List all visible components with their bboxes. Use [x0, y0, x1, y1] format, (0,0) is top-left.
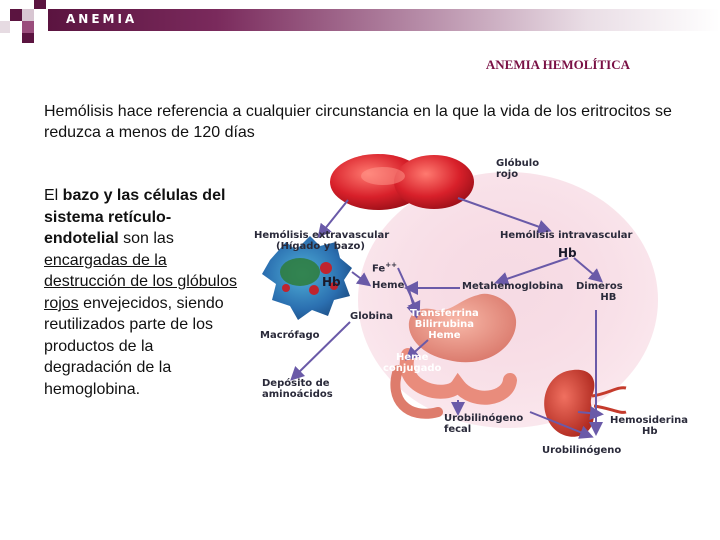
- label-hb-intravascular: Hb: [558, 246, 577, 260]
- label-hb-macrofago: Hb: [322, 275, 341, 289]
- label-hemolisis-intravascular: Hemólisis intravascular: [500, 230, 633, 241]
- header-square-bottom: [22, 33, 34, 43]
- label-urobilinogeno: Urobilinógeno: [542, 445, 622, 456]
- label-fe: Fe++: [372, 261, 397, 275]
- header-square-dark: [10, 9, 22, 21]
- label-dimeros: Dimeros HB: [576, 281, 623, 303]
- header-square-mid: [22, 21, 34, 33]
- label-metahemoglobina: Metahemoglobina: [462, 281, 564, 292]
- label-hemolisis-extravascular: Hemólisis extravascular (Hígado y bazo): [254, 230, 390, 252]
- header-square-small: [0, 21, 10, 33]
- body-paragraph: El bazo y las células del sistema retículo-endotelial son las encargadas de la destrucción de los glóbulos rojos envejecidos, siendo reutilizados parte de los productos de la degradación de la hemoglobina.: [44, 187, 238, 398]
- header-square-dark2: [34, 0, 46, 9]
- label-heme: Heme: [372, 280, 405, 291]
- intro-paragraph: Hemólisis hace referencia a cualquier circunstancia en la que la vida de los eritrocitos se reduzca a menos de 120 días: [44, 103, 672, 141]
- label-hemosiderina: Hemosiderina Hb: [610, 415, 688, 437]
- label-globina: Globina: [350, 311, 393, 322]
- label-urobilinogeno-fecal: Urobilinógeno fecal: [444, 413, 524, 435]
- label-deposito-aminoacidos: Depósito de aminoácidos: [262, 378, 333, 400]
- label-transferrina-bilirrubina-heme: Transferrina Bilirrubina Heme: [410, 308, 479, 341]
- label-heme-conjugado: Heme conjugado: [383, 352, 442, 374]
- hemolysis-diagram: [248, 150, 708, 468]
- header-square-light: [22, 9, 34, 21]
- label-macrofago: Macrófago: [260, 330, 320, 341]
- red-blood-cell-icon: [330, 154, 474, 210]
- header-title: ANEMIA: [66, 12, 138, 26]
- slide-title: ANEMIA HEMOLÍTICA: [485, 57, 630, 72]
- label-globulo-rojo: Glóbulo rojo: [496, 158, 540, 180]
- header-bar: [48, 9, 720, 31]
